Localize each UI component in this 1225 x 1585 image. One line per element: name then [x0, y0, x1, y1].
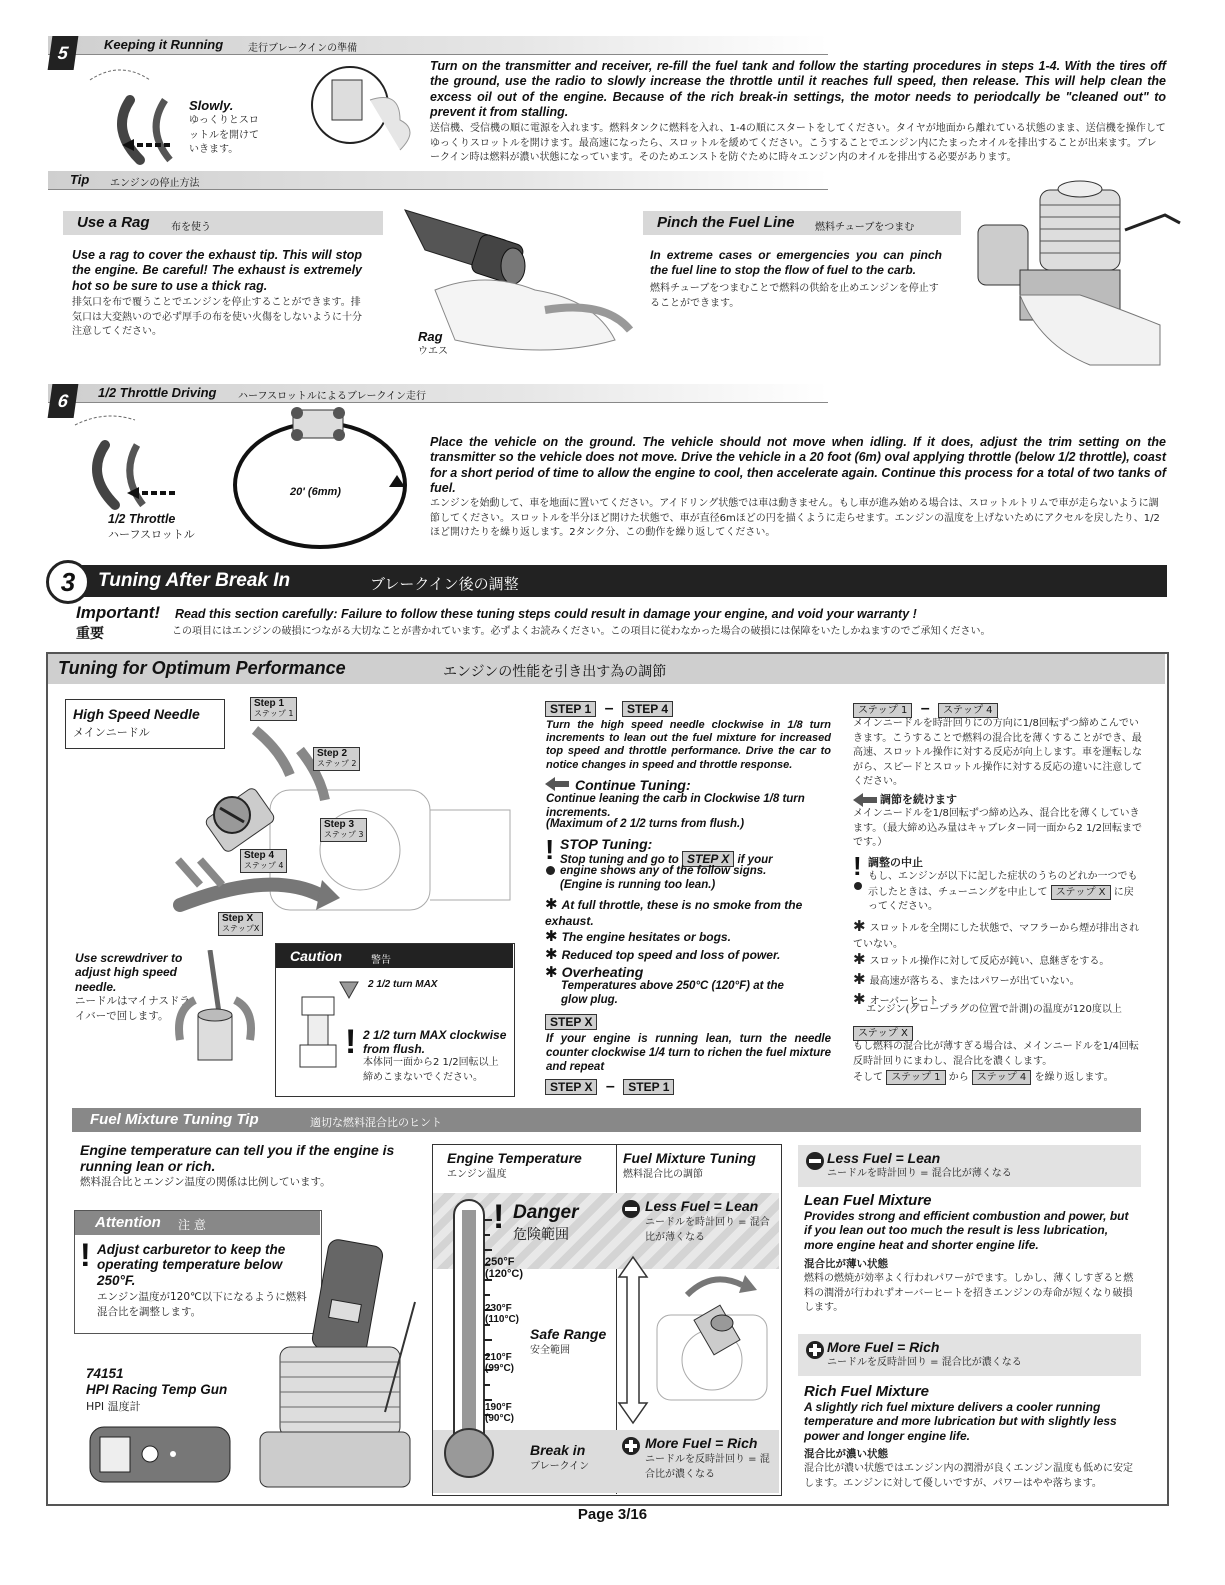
chart-more-fuel-jp: ニードルを反時計回り = 混合比が濃くなる	[645, 1454, 770, 1480]
temp-210	[485, 1352, 514, 1374]
thermometer-icon	[440, 1195, 500, 1485]
jp-s14-heading	[853, 700, 998, 718]
star-icon: ✱	[545, 896, 558, 913]
attention-text-jp: エンジン温度が120℃以下になるように燃料混合比を調整します。	[97, 1291, 307, 1319]
hsn-label: High Speed Needle	[73, 706, 200, 722]
jp-stepx-button: ステップ X	[853, 1026, 913, 1041]
section6-paragraph-jp: エンジンを始動して、車を地面に置いてください。アイドリング状態では車は動きません。もし車が進み始める場合は、スロットルトリムで車が走らないように調節してください。スロットルを半分ほど開けた状態で、車が直径6mほどの円を描くように走らせます。エンジンの温度を上げないためにアクセルを戻したり、1/2ほど開けたりを繰り返します。2タンク分、この動作を繰り返してください。	[430, 498, 1160, 538]
slowly-label-jp: ゆっくりとスロットルを開けていきます。	[189, 115, 259, 155]
attention-exclaim-icon: !	[80, 1237, 91, 1273]
screwdriver-text: Use screwdriver to adjust high speed needle.	[75, 951, 183, 994]
temp-250	[485, 1256, 523, 1280]
caution-title-jp: 警告	[371, 955, 391, 966]
jp-repeat-step4: ステップ 4	[972, 1070, 1031, 1085]
step4-tag-label-jp: ステップ 4	[244, 861, 284, 870]
rich-jp-title: 混合比が濃い状態	[804, 1448, 888, 1460]
tip-title: Tip	[70, 172, 90, 187]
jp-sign2-text: スロットル操作に対して反応が鈍い、息継ぎをする。	[869, 956, 1110, 967]
pinch-illustration	[960, 175, 1190, 375]
hsn-label-jp: メインニードル	[73, 726, 150, 739]
repeat-dash: –	[605, 1078, 615, 1095]
important-text: Read this section carefully: Failure to follow these tuning steps could result in damage your engine, and void your warranty !	[175, 607, 917, 621]
rich-jp-text: 混合比が濃い状態ではエンジン内の潤滑が良くエンジン温度も低めに安定します。エンジンに対して優しいですが、パワーはやや落ちます。	[804, 1463, 1133, 1489]
star-icon: ✱	[545, 928, 558, 945]
safe-range-label-jp: 安全範囲	[530, 1345, 570, 1356]
star-icon: ✱	[853, 990, 866, 1008]
stop-text-d: (Engine is running too lean.)	[560, 879, 716, 891]
star-icon: ✱	[545, 946, 558, 963]
danger-label: Danger	[513, 1202, 579, 1223]
danger-exclaim-icon: !	[493, 1198, 505, 1236]
tip-header	[48, 171, 828, 190]
jp-sign1	[853, 916, 1143, 952]
temp-gun-name-jp: HPI 温度計	[86, 1400, 141, 1413]
stepx-tag	[218, 912, 263, 936]
stepx-button: STEP X	[545, 1014, 597, 1030]
jp-continue-text: メインニードルを1/8回転ずつ締め込み、混合比を薄くしていきます。（最大締め込み量はキャブレター同一面から2 1/2回転までです。）	[853, 808, 1143, 848]
caution-text-jp: 本体同一面から2 1/2回転以上締めこまないでください。	[363, 1057, 499, 1083]
temp-gun-name: HPI Racing Temp Gun	[86, 1382, 228, 1397]
slowly-label: Slowly.	[189, 98, 234, 113]
stop-dot	[546, 866, 555, 875]
step2-tag-label: Step 2	[317, 748, 348, 759]
stepx-tag-label: Step X	[222, 913, 254, 924]
section5-title-jp: 走行ブレークインの準備	[248, 43, 358, 54]
tip-title-jp: エンジンの停止方法	[110, 178, 200, 189]
jp-from: から	[948, 1072, 969, 1083]
section6-paragraph: Place the vehicle on the ground. The vehicle should not move when idling. If it does, adjust the trim setting on the transmitter so the vehicle does not move. Drive the vehicle in a 20 foot (6m) oval applying throttle (below 1/2 throttle), coast for a short period of time to allow the engine to cool, then accelerate again. Continue this process for a total of two tanks of fuel.	[430, 435, 1166, 495]
lean-jp-title: 混合比が薄い状態	[804, 1258, 888, 1270]
jp-sign3-text: 最高速が落ちる、またはパワーが出ていない。	[869, 976, 1080, 987]
section5-number: 5	[48, 36, 79, 70]
caution-exclaim-icon: !	[345, 1023, 357, 1061]
pinch-title-jp: 燃料チューブをつまむ	[815, 222, 915, 233]
section6-title-jp: ハーフスロットルによるブレークイン走行	[238, 391, 426, 402]
rag-label: Rag	[418, 329, 443, 344]
temp-210-f: 210°F	[485, 1352, 512, 1363]
rich-banner-jp: ニードルを反時計回り = 混合比が濃くなる	[827, 1357, 1022, 1368]
fuel-tuning-title: Fuel Mixture Tuning	[623, 1150, 756, 1166]
pinch-text: In extreme cases or emergencies you can pinch the fuel line to stop the flow of fuel to the carb.	[650, 248, 942, 277]
fuel-tip-title-jp: 適切な燃料混合比のヒント	[310, 1116, 442, 1129]
breakin-label: Break in	[530, 1442, 586, 1458]
temp-190-c: (90°C)	[485, 1413, 515, 1424]
jp-stop-dot	[854, 882, 862, 890]
stop-text-c: engine shows any of the follow signs.	[560, 865, 767, 877]
fuel-tuning-title-jp: 燃料混合比の調節	[623, 1169, 703, 1180]
step-dash: –	[604, 700, 614, 717]
temp-190-f: 190°F	[485, 1402, 512, 1413]
chart-less-fuel-jp: ニードルを時計回り = 混合比が薄くなる	[645, 1217, 770, 1243]
lean-banner-title: Less Fuel = Lean	[827, 1150, 941, 1166]
section6-number: 6	[48, 384, 79, 418]
attention-text: Adjust carburetor to keep the operating temperature below 250°F.	[97, 1242, 286, 1288]
lean-text: Provides strong and efficient combustion and power, but if you lean out too much the result is less lubrication, more engine heat and shorter engine life.	[804, 1209, 1129, 1252]
star-icon: ✱	[853, 970, 866, 988]
step2-tag-label-jp: ステップ 2	[317, 759, 357, 768]
section6-title: 1/2 Throttle Driving	[98, 385, 217, 400]
pinch-text-jp: 燃料チューブをつまむことで燃料の供給を止めエンジンを停止することができます。	[650, 283, 939, 309]
oval-label: 20' (6mm)	[290, 486, 341, 498]
breakin-label-jp: ブレークイン	[530, 1461, 590, 1472]
jp-stop-a: もし、エンジンが以下に記した症状のうちのどれか一つでも示したときは、チューニングを中止して	[868, 871, 1138, 898]
section6-header	[48, 384, 828, 403]
important-label-jp: 重要	[76, 626, 104, 642]
sign2-text: The engine hesitates or bogs.	[561, 930, 731, 944]
half-throttle-label-jp: ハーフスロットル	[108, 528, 195, 541]
step3-tag-label: Step 3	[324, 819, 355, 830]
jp-stop-stepx: ステップ X	[1051, 885, 1111, 900]
fuel-tip-header	[72, 1108, 1141, 1132]
sign3-text: Reduced top speed and loss of power.	[561, 948, 781, 962]
step2-tag	[313, 747, 360, 771]
jp-stop-exclaim-icon: !	[853, 851, 862, 881]
fuel-tip-title: Fuel Mixture Tuning Tip	[90, 1111, 259, 1128]
stop-text-b: if your	[737, 854, 773, 866]
chapter3-number: 3	[46, 560, 90, 604]
temp-190	[485, 1402, 514, 1424]
step1-button: STEP 1	[545, 701, 596, 717]
engine-temp-title-jp: エンジン温度	[447, 1169, 507, 1180]
step3-tag-label-jp: ステップ 3	[324, 830, 364, 839]
less-fuel-icon	[620, 1198, 642, 1220]
repeat-heading	[545, 1078, 674, 1096]
use-rag-header	[63, 211, 383, 235]
chart-less-fuel: Less Fuel = Lean	[645, 1198, 759, 1214]
jp-stepx-text: もし燃料の混合比が薄すぎる場合は、メインニードルを1/4回転反時計回りにまわし、混合比を濃くします。	[853, 1041, 1139, 1067]
continue-text: Continue leaning the carb in Clockwise 1/8 turn increments.	[546, 793, 805, 819]
step1-tag	[250, 697, 297, 721]
attention-title: Attention	[95, 1214, 161, 1231]
chapter3-title-jp: ブレークイン後の調整	[370, 575, 519, 593]
safe-range-label: Safe Range	[530, 1326, 607, 1342]
step3-tag	[320, 818, 367, 842]
screwdriver-illustration	[170, 950, 265, 1075]
continue-max: (Maximum of 2 1/2 turns from flush.)	[546, 818, 745, 830]
jp-continue-title: 調節を続けます	[880, 793, 957, 806]
danger-label-jp: 危険範囲	[513, 1227, 569, 1243]
pinch-title: Pinch the Fuel Line	[657, 214, 795, 231]
section5-title: Keeping it Running	[104, 37, 224, 52]
lean-jp-text: 燃料の燃焼が効率よく行われパワーがでます。しかし、薄くしすぎると燃料の潤滑が行われずオーバーヒートを招きエンジンの寿命が短くなり破損します。	[804, 1273, 1134, 1313]
temp-230-f: 230°F	[485, 1303, 512, 1314]
lean-banner-jp: ニードルを時計回り = 混合比が薄くなる	[827, 1168, 1012, 1179]
temp-230	[485, 1303, 519, 1325]
jp-repeat-step1: ステップ 1	[886, 1070, 945, 1085]
use-rag-title: Use a Rag	[77, 214, 150, 231]
temp-250-c: (120°C)	[485, 1268, 524, 1281]
temp-230-c: (110°C)	[485, 1314, 520, 1325]
attention-title-jp: 注 意	[178, 1218, 206, 1232]
continue-title: Continue Tuning:	[575, 777, 691, 793]
temp-gun-number: 74151	[86, 1366, 124, 1381]
jp-dash: –	[920, 700, 930, 717]
engine-temp-title: Engine Temperature	[447, 1150, 582, 1166]
step1-tag-label: Step 1	[254, 698, 285, 709]
tuning-title-jp: エンジンの性能を引き出す為の調節	[443, 664, 667, 680]
tuning-title: Tuning for Optimum Performance	[58, 658, 346, 678]
important-text-jp: この項目にはエンジンの破損につながる大切なことが書かれています。必ずよくお読みください。この項目に従わなかった場合の破損には保障をいたしかねますのでご承知ください。	[172, 626, 991, 637]
repeat-stepx-button: STEP X	[545, 1079, 597, 1095]
page-number: Page 3/16	[577, 1506, 648, 1523]
sign1	[545, 896, 835, 928]
use-rag-text-jp: 排気口を布で覆うことでエンジンを停止することができます。排気口は大変熱いので必ず厚手の布を使い火傷をしないように十分注意してください。	[72, 297, 362, 337]
star-icon: ✱	[853, 950, 866, 968]
repeat-step1-button: STEP 1	[623, 1079, 674, 1095]
screwdriver-text-jp: ニードルはマイナスドライバーで回します。	[75, 995, 190, 1023]
jp-then: そして	[853, 1072, 883, 1083]
temp-gun-illustration	[85, 1232, 430, 1497]
jp-sign4-text: オーバーヒート	[869, 996, 939, 1007]
jp-sign2	[853, 949, 1143, 971]
fuel-tip-intro: Engine temperature can tell you if the engine is running lean or rich.	[80, 1142, 395, 1175]
tuning-header	[48, 654, 1165, 684]
step1-tag-label-jp: ステップ 1	[254, 709, 294, 718]
jp-stepx-heading	[853, 1023, 913, 1041]
jp-step1-button: ステップ 1	[853, 703, 912, 718]
use-rag-title-jp: 布を使う	[171, 222, 211, 233]
lean-title: Lean Fuel Mixture	[804, 1192, 932, 1209]
jp-sign1-text: スロットルを全開にした状態で、マフラーから煙が排出されていない。	[853, 923, 1140, 950]
jp-sign4b: エンジン(グロープラグの位置で計測)の温度が120度以上	[866, 1004, 1122, 1015]
rich-text: A slightly rich fuel mixture delivers a cooler running temperature and more lubrication but with slightly less power and longer engine life.	[804, 1400, 1117, 1443]
s14-heading	[545, 700, 673, 718]
half-throttle-label: 1/2 Throttle	[108, 512, 176, 526]
chapter3-banner	[68, 565, 1167, 597]
star-icon: ✱	[545, 964, 558, 981]
caution-text: 2 1/2 turn MAX clockwise from flush.	[363, 1028, 507, 1057]
temp-210-c: (99°C)	[485, 1363, 515, 1374]
rag-label-jp: ウエス	[418, 346, 448, 357]
sign1-text: At full throttle, these is no smoke from the exhaust.	[545, 898, 803, 928]
step4-button: STEP 4	[622, 701, 673, 717]
stepx-tag-label-jp: ステップX	[222, 924, 260, 933]
stepx-heading	[545, 1013, 597, 1031]
jp-stop-text	[868, 870, 1138, 915]
jp-s14-text: メインニードルを時計回りにの方向に1/8回転ずつ締めこんでいきます。こうすることで燃料の混合比を薄くすることができ、最高速、スロットル操作に対する反応が向上します。車を運転しながら、スピードとスロットル操作に対する反応の違いに注意してください。	[853, 718, 1143, 787]
lean-banner-icon	[805, 1151, 825, 1171]
sign2	[545, 928, 835, 946]
rich-banner-title: More Fuel = Rich	[827, 1339, 940, 1355]
jp-step4-button: ステップ 4	[938, 703, 997, 718]
jp-repeat: を繰り返します。	[1034, 1072, 1114, 1083]
jp-stop-title: 調整の中止	[868, 856, 923, 869]
caution-title: Caution	[290, 948, 343, 964]
more-fuel-icon	[620, 1435, 642, 1457]
chart-more-fuel: More Fuel = Rich	[645, 1435, 758, 1451]
hsn-box	[65, 699, 225, 749]
important-label: Important!	[76, 603, 161, 622]
sign4-title: Overheating	[561, 964, 644, 980]
section5-header	[48, 36, 828, 55]
stop-stepx-button: STEP X	[682, 851, 734, 867]
stop-title: STOP Tuning:	[560, 836, 653, 852]
pinch-header	[643, 211, 961, 235]
stop-text-a: Stop tuning and go to	[560, 854, 679, 866]
s14-text: Turn the high speed needle clockwise in 1/8 turn increments to lean out the fuel mixture for increased top speed and throttle performance. Drive the car to notice changes in speed and throttle response.	[546, 719, 831, 771]
temp-250-f: 250°F	[485, 1256, 515, 1268]
caution-header	[276, 944, 513, 968]
jp-stop-b: に戻ってください。	[868, 886, 1134, 912]
fuel-arrow-illustration	[617, 1255, 779, 1430]
caution-turn: 2 1/2 turn MAX	[368, 979, 438, 990]
step4-tag-label: Step 4	[244, 850, 275, 861]
section5-paragraph: Turn on the transmitter and receiver, re-fill the fuel tank and follow the starting procedures in steps 1-4. With the tires off the ground, use the radio to slowly increase the throttle until it reaches full speed, then release. This will help clean the excess oil out of the engine. Because of the rich break-in settings, the motor needs to periodcally be "cleaned out" to prevent it from stalling.	[430, 59, 1166, 119]
sign3	[545, 946, 835, 964]
chapter3-title: Tuning After Break In	[98, 570, 291, 591]
rich-title: Rich Fuel Mixture	[804, 1383, 930, 1400]
jp-sign3	[853, 969, 1143, 991]
jp-repeat-line	[853, 1070, 1114, 1086]
step4-tag	[240, 849, 287, 873]
stepx-text: If your engine is running lean, turn the needle counter clockwise 1/4 turn to richen the fuel mixture and repeat	[546, 1033, 832, 1073]
sign4-text: Temperatures above 250°C (120°F) at the glow plug.	[561, 980, 784, 1006]
star-icon: ✱	[853, 917, 866, 935]
stop-exclaim-icon: !	[545, 834, 555, 865]
fuel-tip-intro-jp: 燃料混合比とエンジン温度の関係は比例しています。	[80, 1176, 331, 1188]
section5-paragraph-jp: 送信機、受信機の順に電源を入れます。燃料タンクに燃料を入れ、1-4の順にスタートをしてください。タイヤが地面から離れている状態のまま、送信機を操作してゆっくりスロットルを開けます。最高速になったら、スロットルを緩めてください。こうすることでエンジン内にたまったオイルを排出することが出来ます。ブレークイン時は燃料が濃い状態になっています。そのためエンストを防ぐために時々エンジン内のオイルを排出する必要があります。	[430, 123, 1166, 163]
use-rag-text: Use a rag to cover the exhaust tip. This will stop the engine. Be careful! The exhaust is extremely hot so be sure to use a thick rag.	[72, 248, 362, 293]
rich-banner-icon	[805, 1340, 825, 1360]
